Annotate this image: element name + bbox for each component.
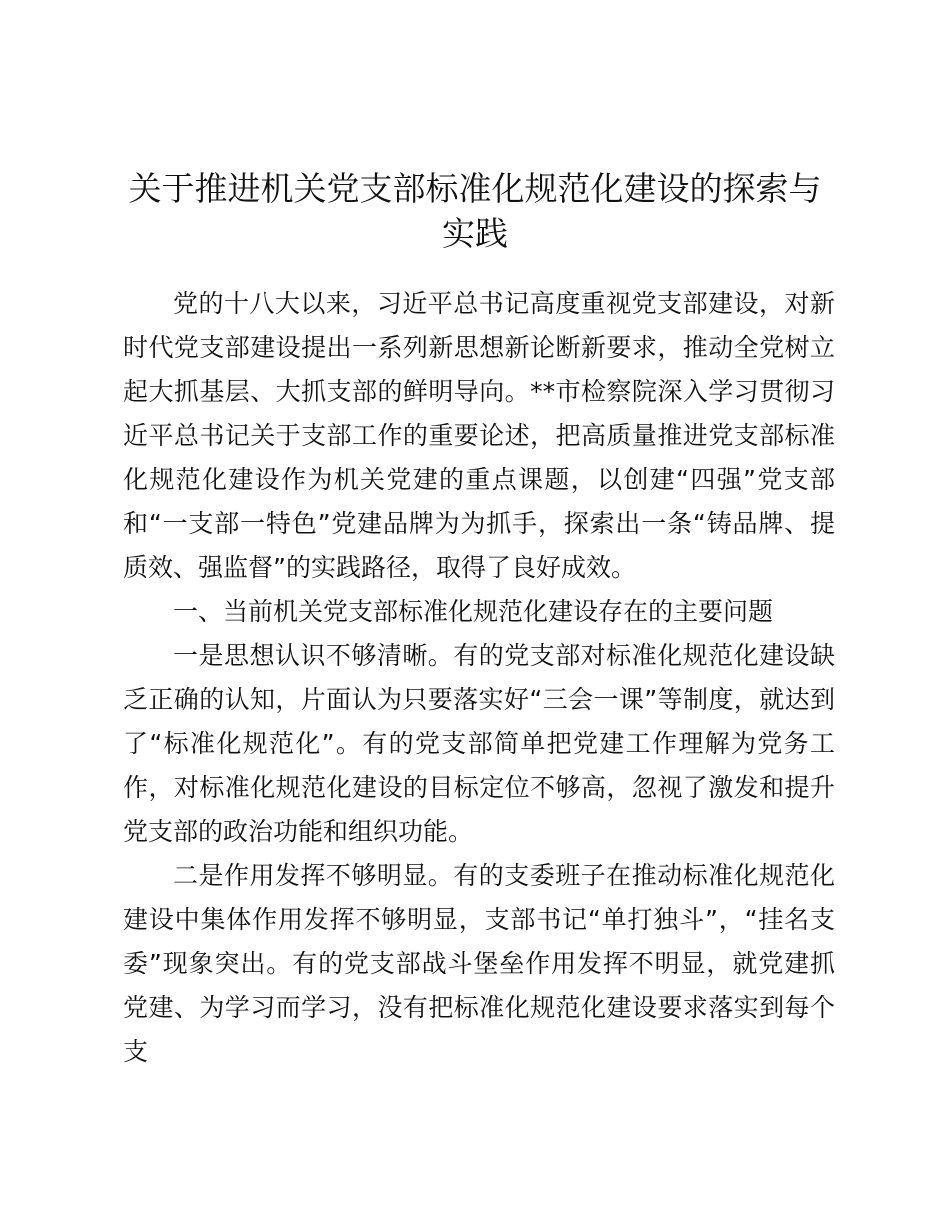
body-paragraph-2: 二是作用发挥不够明显。有的支委班子在推动标准化规范化建设中集体作用发挥不够明显，支部书记“单打独斗”，“挂名支委”现象突出。有的党支部战斗堡垒作用发挥不明显，就党建抓党建、为学习而学习，没有把标准化规范化建设要求落实到每个支 [123, 861, 835, 1066]
intro-paragraph: 党的十八大以来，习近平总书记高度重视党支部建设，对新时代党支部建设提出一系列新思想新论断新要求，推动全党树立起大抓基层、大抓支部的鲜明导向。**市检察院深入学习贯彻习近平总书记关于支部工作的重要论述，把高质量推进党支部标准化规范化建设作为机关党建的重点课题，以创建“四强”党支部和“一支部一特色”党建品牌为为抓手，探索出一条“铸品牌、提质效、强监督”的实践路径，取得了良好成效。 [123, 289, 835, 582]
document-title: 关于推进机关党支部标准化规范化建设的探索与实践 [128, 169, 822, 253]
section-heading: 一、当前机关党支部标准化规范化建设存在的主要问题 [173, 597, 774, 626]
body-paragraph-1: 一是思想认识不够清晰。有的党支部对标准化规范化建设缺乏正确的认知，片面认为只要落实好“三会一课”等制度，就达到了“标准化规范化”。有的党支部简单把党建工作理解为党务工作，对标准化规范化建设的目标定位不够高，忽视了激发和提升党支部的政治功能和组织功能。 [123, 641, 835, 846]
document-body [123, 282, 835, 1074]
